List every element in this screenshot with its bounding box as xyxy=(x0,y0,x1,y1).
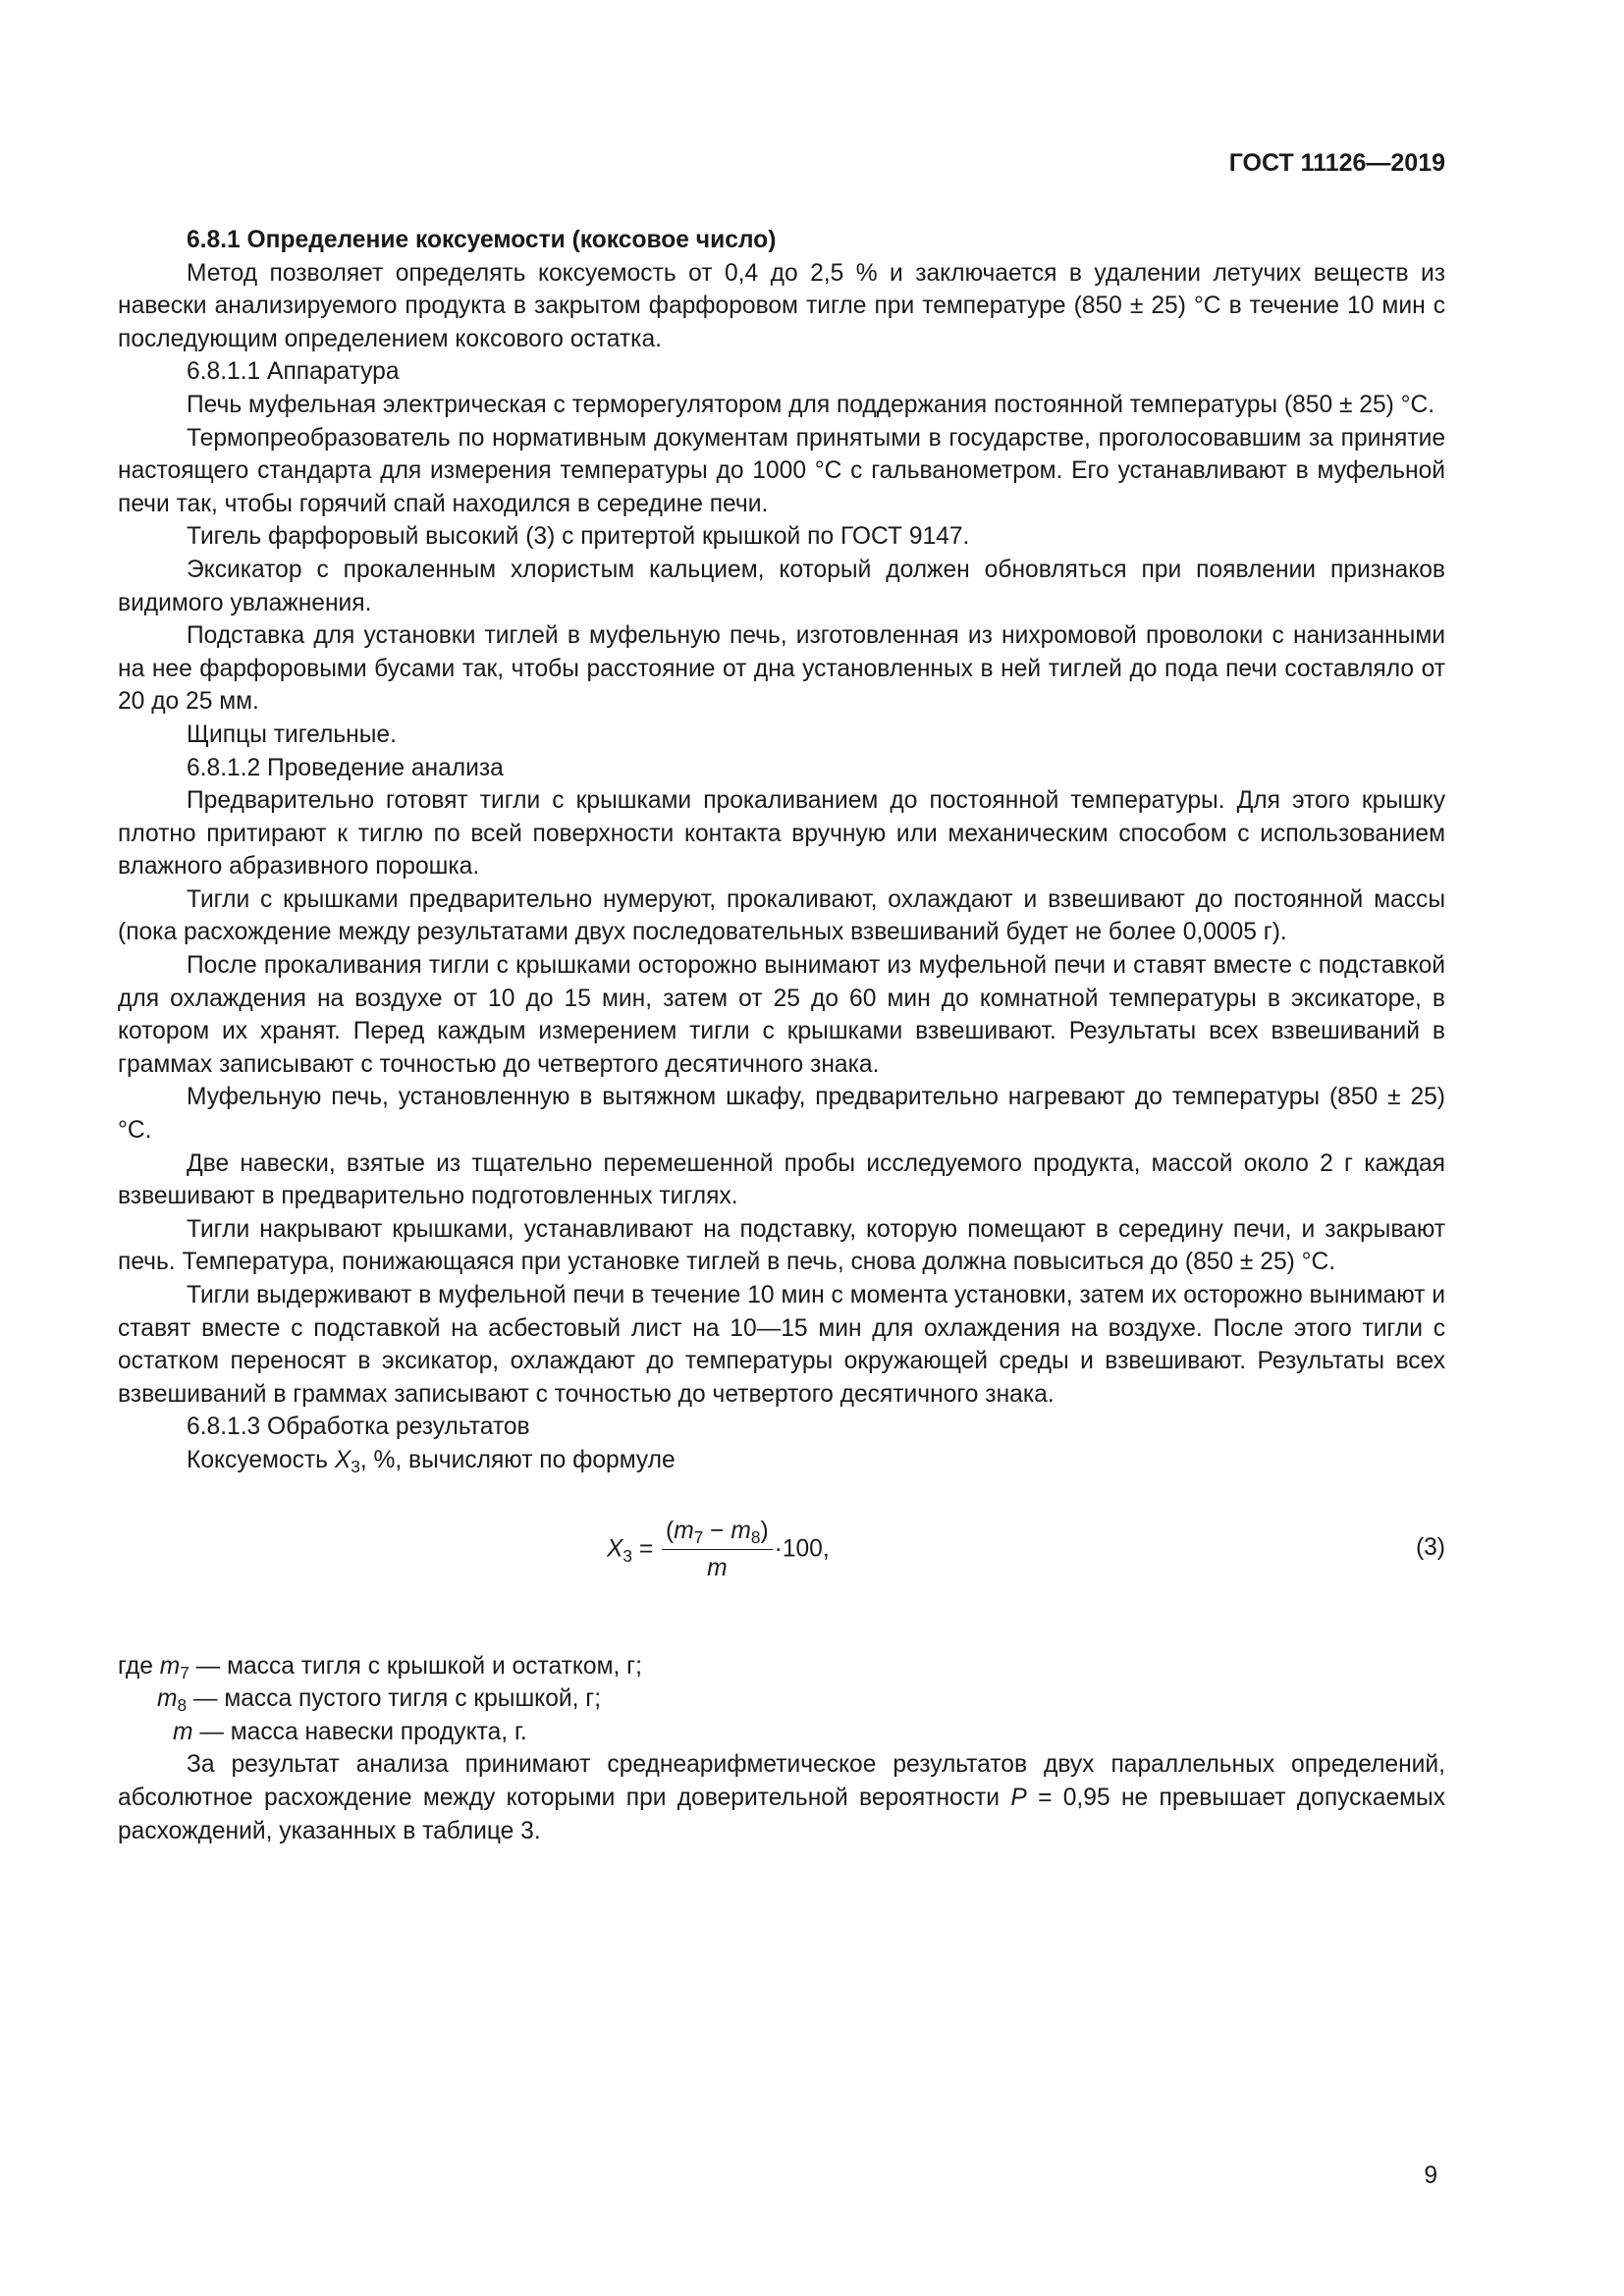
procedure-paragraph: Муфельную печь, установленную в вытяжном шкафу, предварительно нагревают до температуры (850 ± 25) °С. xyxy=(118,1084,1445,1145)
procedure-paragraph: Тигли накрывают крышками, устанавливают на подставку, которую помещают в середину печи, и закрывают печь. Температура, понижающаяся при установке тиглей в печь, снова должна повыситься до (850 ± 25) °С. xyxy=(118,1215,1445,1276)
conclusion-paragraph: За результат анализа принимают среднеарифметическое результатов двух параллельных определений, абсолютное расхождение между которыми при доверительной вероятности P = 0,95 не превышает допускаемых расхождений, указанных в таблице 3. xyxy=(118,1751,1446,1844)
intro-paragraph: Метод позволяет определять коксуемость от 0,4 до 2,5 % и заключается в удалении летучих веществ из навески анализируемого продукта в закрытом фарфоровом тигле при температуре (850 ± 25) °С в течение 10 мин с последующим определением коксового остатка. xyxy=(118,259,1445,352)
procedure-paragraph: После прокаливания тигли с крышками осторожно вынимают из муфельной печи и ставят вместе с подставкой для охлаждения на воздухе от 10 до 15 мин, затем от 25 до 60 мин до комнатной температуры в эксикаторе, в котором их хранят. Перед каждым измерением тигли с крышками взвешивают. Результаты всех взвешиваний в граммах записывают с точностью до четвертого десятичного знака. xyxy=(118,952,1445,1078)
document-id-header: ГОСТ 11126—2019 xyxy=(1228,149,1445,177)
formula: $X_3$ = $\frac{(m_7 - m_8)}{m}$ ·100, xyxy=(607,1515,830,1585)
procedure-paragraph: Тигли с крышками предварительно нумеруют, прокаливают, охлаждают и взвешивают до постоянной массы (пока расхождение между результатами двух последовательных взвешиваний будет не более 0,0005 г). xyxy=(118,885,1445,946)
apparatus-item: Тигель фарфоровый высокий (3) с притертой крышкой по ГОСТ 9147. xyxy=(187,523,970,551)
formula-fraction xyxy=(662,1515,773,1585)
procedure-paragraph: Две навески, взятые из тщательно перемешенной пробы исследуемого продукта, массой около 2 г каждая взвешивают в предварительно подготовленных тиглях. xyxy=(118,1149,1445,1210)
formula-intro: Коксуемость $X_3$, %, вычисляют по формуле xyxy=(187,1446,676,1477)
var-x: X xyxy=(334,1446,352,1473)
where-item: m — масса навески продукта, г. xyxy=(173,1718,527,1745)
where-item: где $m_7$ — масса тигля с крышкой и остатком, г; xyxy=(118,1652,642,1682)
formula-denominator: m xyxy=(707,1555,728,1582)
section-heading: 6.8.1 Определение коксуемости (коксовое число) xyxy=(187,227,777,253)
where-item: $m_8$ — масса пустого тигля с крышкой, г; xyxy=(157,1685,602,1716)
formula-block xyxy=(118,1497,1445,1644)
formula-numerator: $(m_7 - m_8)$ xyxy=(662,1515,773,1551)
apparatus-heading: 6.8.1.1 Аппаратура xyxy=(187,358,400,386)
procedure-paragraph: Предварительно готовят тигли с крышками прокаливанием до постоянной температуры. Для этого крышку плотно притирают к тиглю по всей поверхности контакта вручную или механическим способом с использованием влажного абразивного порошка. xyxy=(118,787,1445,881)
procedure-paragraph: Тигли выдерживают в муфельной печи в течение 10 мин с момента установки, затем их осторожно вынимают и ставят вместе с подставкой на асбестовый лист на 10—15 мин для охлаждения на воздухе. После этого тигли с остатком переносят в эксикатор, охлаждают до температуры окружающей среды и взвешивают. Результаты всех взвешиваний в граммах записывают с точностью до четвертого десятичного знака. xyxy=(118,1282,1445,1408)
apparatus-item: Термопреобразователь по нормативным документам принятыми в государстве, проголосовавшим за принятие настоящего стандарта для измерения температуры до 1000 °С с гальванометром. Его устанавливают в муфельной печи так, чтобы горячий спай находился в середине печи. xyxy=(118,424,1445,517)
document-body xyxy=(118,224,1445,1847)
apparatus-item: Подставка для установки тиглей в муфельную печь, изготовленная из нихромовой проволоки с нанизанными на нее фарфоровыми бусами так, чтобы расстояние от дна установленных в ней тиглей до пода печи составляло от 20 до 25 мм. xyxy=(118,622,1445,716)
results-heading: 6.8.1.3 Обработка результатов xyxy=(187,1414,530,1441)
page-number: 9 xyxy=(1424,2163,1437,2189)
procedure-heading: 6.8.1.2 Проведение анализа xyxy=(187,754,504,781)
apparatus-item: Печь муфельная электрическая с терморегулятором для поддержания постоянной температуры (850 ± 25) °С. xyxy=(187,391,1435,418)
apparatus-item: Эксикатор с прокаленным хлористым кальцием, который должен обновляться при появлении признаков видимого увлажнения. xyxy=(118,556,1445,616)
apparatus-item: Щипцы тигельные. xyxy=(187,721,397,748)
equation-number: (3) xyxy=(1415,1533,1445,1561)
